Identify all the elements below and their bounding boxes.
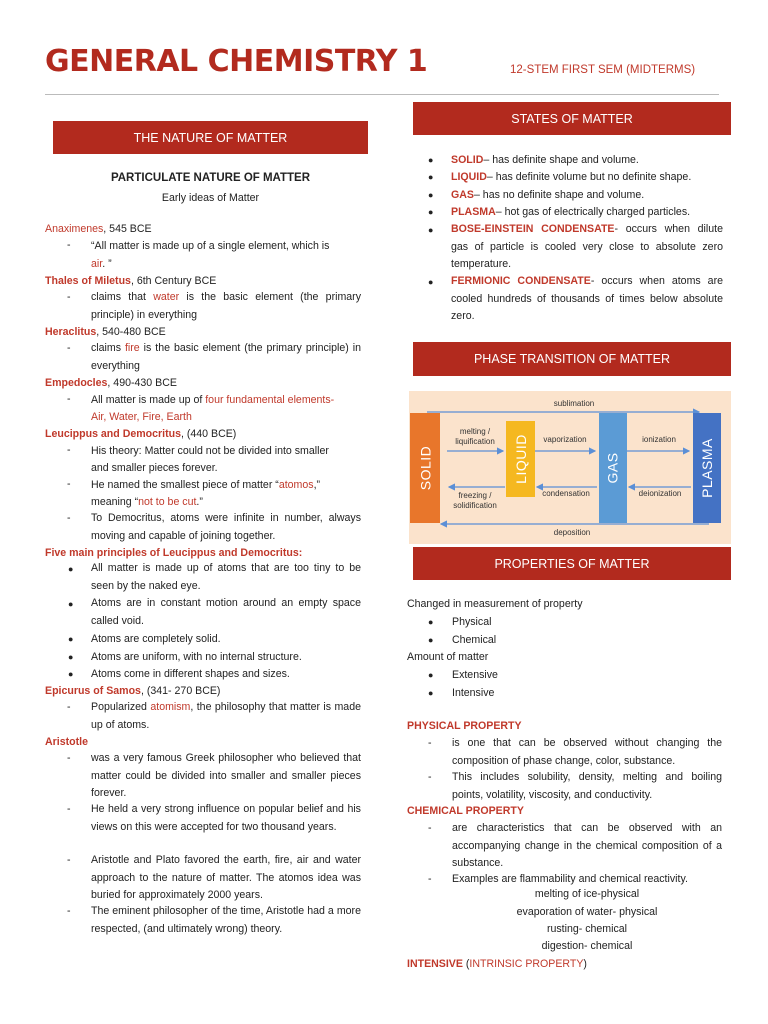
aristotle-text-2: He held a very strong influence on popular belief and his views on this were accepted for two thousand years. <box>91 803 361 833</box>
extensive-item: Extensive <box>452 669 498 681</box>
example-2: evaporation of water- physical <box>516 906 658 918</box>
leucippus-democritus: To Democritus, atoms were infinite in number, always moving and capable of joining together. <box>91 512 361 542</box>
dash-bullet: - <box>67 239 71 251</box>
dash-bullet: - <box>67 803 71 815</box>
freezing-label: freezing / <box>458 491 492 500</box>
bullet-dot: ● <box>428 155 434 165</box>
heraclitus-entry: Heraclitus, 540-480 BCE <box>45 326 166 338</box>
leucippus-entry: Leucippus and Democritus, (440 BCE) <box>45 428 237 440</box>
deionization-label: deionization <box>638 489 682 498</box>
bullet-dot: ● <box>68 564 74 574</box>
chemical-property-def: are characteristics that can be observed with an accompanying change in the chemical composition of a substance. <box>452 822 722 869</box>
empedocles-entry: Empedocles, 490-430 BCE <box>45 377 177 389</box>
state-bec: BOSE-EINSTEIN CONDENSATE- occurs when dilute gas of particle is cooled very close to absolute zero temperature. <box>451 223 723 270</box>
thales-text: claims that water is the basic element (the primary principle) in everything <box>91 291 361 321</box>
solidification-label: solidification <box>453 501 497 510</box>
vaporization-label: vaporization <box>543 435 587 444</box>
dash-bullet: - <box>67 393 71 405</box>
dash-bullet: - <box>67 478 71 490</box>
physical-item: Physical <box>452 616 492 628</box>
principle-4: Atoms are uniform, with no internal structure. <box>91 651 302 663</box>
aristotle-text-3: Aristotle and Plato favored the earth, fire, air and water approach to the nature of matter. The atomos idea was buried for approximately 2000 years. <box>91 854 361 901</box>
empedocles-text: All matter is made up of four fundamental elements- <box>91 394 335 406</box>
dash-bullet: - <box>67 291 71 303</box>
bullet-dot: ● <box>428 172 434 182</box>
bullet-dot: ● <box>68 652 74 662</box>
principle-2: Atoms are in constant motion around an empty space called void. <box>91 597 361 627</box>
dash-bullet: - <box>428 873 432 885</box>
states-of-matter-banner: STATES OF MATTER <box>413 102 731 135</box>
amount-of-matter: Amount of matter <box>407 651 489 663</box>
bullet-dot: ● <box>428 190 434 200</box>
liquification-label: liquification <box>455 437 495 446</box>
nature-of-matter-banner: THE NATURE OF MATTER <box>53 121 368 154</box>
physical-property-examples: This includes solubility, density, melting and boiling points, volatility, viscosity, and conductivity. <box>452 771 722 801</box>
state-solid: SOLID– has definite shape and volume. <box>451 154 639 166</box>
deposition-label: deposition <box>553 528 591 537</box>
bullet-dot: ● <box>68 634 74 644</box>
chemical-item: Chemical <box>452 634 497 646</box>
state-fermionic: FERMIONIC CONDENSATE- occurs when atoms are cooled hundreds of thousands of times below absolute zero. <box>451 275 723 322</box>
solid-box: SOLID <box>410 413 440 523</box>
leucippus-atomos-2: meaning “not to be cut.” <box>91 496 203 508</box>
properties-of-matter-banner: PROPERTIES OF MATTER <box>413 547 731 580</box>
dash-bullet: - <box>67 701 71 713</box>
melting-label: melting / <box>459 427 491 436</box>
intensive-heading: INTENSIVE (INTRINSIC PROPERTY) <box>407 958 587 970</box>
dash-bullet: - <box>428 822 432 834</box>
empedocles-elements: Air, Water, Fire, Earth <box>91 411 192 423</box>
section-subheading: Early ideas of Matter <box>161 192 260 204</box>
anaximenes-text-2: air. ” <box>91 258 112 270</box>
example-3: rusting- chemical <box>546 923 628 935</box>
heraclitus-text: claims fire is the basic element (the primary principle) in everything <box>91 342 361 372</box>
dash-bullet: - <box>67 905 71 917</box>
bullet-dot: ● <box>428 617 434 627</box>
ionization-label: ionization <box>642 435 676 444</box>
phase-transition-banner: PHASE TRANSITION OF MATTER <box>413 342 731 376</box>
aristotle-entry: Aristotle <box>45 736 88 748</box>
dash-bullet: - <box>67 854 71 866</box>
diagram-arrows <box>409 391 731 544</box>
dash-bullet: - <box>428 771 432 783</box>
bullet-dot: ● <box>68 669 74 679</box>
leucippus-atomos: He named the smallest piece of matter “atomos,” <box>91 479 321 491</box>
leucippus-theory: His theory: Matter could not be divided into smaller <box>91 445 329 457</box>
header-divider <box>45 94 719 95</box>
physical-property-heading: PHYSICAL PROPERTY <box>407 720 522 732</box>
dash-bullet: - <box>428 737 432 749</box>
phase-transition-diagram <box>409 391 731 544</box>
section-heading: PARTICULATE NATURE OF MATTER <box>110 172 311 184</box>
leucippus-theory-2: and smaller pieces forever. <box>91 462 218 474</box>
plasma-box: PLASMA <box>693 413 721 523</box>
epicurus-entry: Epicurus of Samos, (341- 270 BCE) <box>45 685 221 697</box>
physical-property-def: is one that can be observed without changing the composition of phase change, color, substance. <box>452 737 722 767</box>
anaximenes-text: “All matter is made up of a single element, which is <box>91 240 330 252</box>
aristotle-text-1: was a very famous Greek philosopher who believed that matter could be divided into smaller and smaller pieces forever. <box>91 752 361 799</box>
principle-5: Atoms come in different shapes and sizes. <box>91 668 290 680</box>
example-4: digestion- chemical <box>541 940 633 952</box>
page-subtitle: 12-STEM FIRST SEM (MIDTERMS) <box>510 64 696 76</box>
dash-bullet: - <box>67 342 71 354</box>
bullet-dot: ● <box>428 670 434 680</box>
intensive-item: Intensive <box>452 687 495 699</box>
principle-3: Atoms are completely solid. <box>91 633 221 645</box>
thales-entry: Thales of Miletus, 6th Century BCE <box>45 275 217 287</box>
gas-box: GAS <box>599 413 627 523</box>
principle-1: All matter is made up of atoms that are too tiny to be seen by the naked eye. <box>91 562 361 592</box>
chemical-property-examples: Examples are flammability and chemical reactivity. <box>452 873 688 885</box>
condensation-label: condensation <box>542 489 590 498</box>
dash-bullet: - <box>67 512 71 524</box>
epicurus-text: Popularized atomism, the philosophy that matter is made up of atoms. <box>91 701 361 731</box>
sublimation-label: sublimation <box>553 399 595 408</box>
principles-heading: Five main principles of Leucippus and Democritus: <box>45 547 303 559</box>
chemical-property-heading: CHEMICAL PROPERTY <box>407 805 524 817</box>
liquid-box: LIQUID <box>506 421 535 497</box>
page-title: GENERAL CHEMISTRY 1 <box>45 44 428 79</box>
changed-measurement: Changed in measurement of property <box>407 598 583 610</box>
anaximenes-entry: Anaximenes, 545 BCE <box>45 223 152 235</box>
bullet-dot: ● <box>428 207 434 217</box>
bullet-dot: ● <box>428 225 434 235</box>
bullet-dot: ● <box>428 277 434 287</box>
dash-bullet: - <box>67 444 71 456</box>
bullet-dot: ● <box>68 599 74 609</box>
aristotle-text-4: The eminent philosopher of the time, Aristotle had a more respected, (and ultimately wrong) theory. <box>91 905 361 935</box>
bullet-dot: ● <box>428 635 434 645</box>
state-gas: GAS– has no definite shape and volume. <box>451 189 645 201</box>
dash-bullet: - <box>67 752 71 764</box>
bullet-dot: ● <box>428 688 434 698</box>
state-plasma: PLASMA– hot gas of electrically charged particles. <box>451 206 691 218</box>
example-1: melting of ice-physical <box>534 888 640 900</box>
state-liquid: LIQUID– has definite volume but no definite shape. <box>451 171 692 183</box>
